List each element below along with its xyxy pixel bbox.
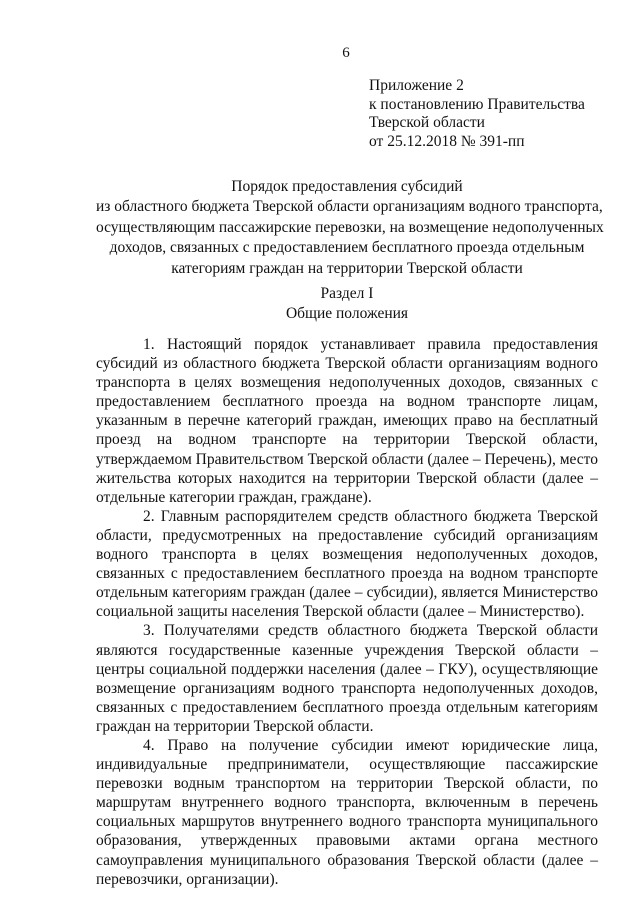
appendix-line: от 25.12.2018 № 391-пп xyxy=(369,132,525,150)
appendix-line: Приложение 2 xyxy=(369,77,464,94)
paragraph: 4. Право на получение субсидии имеют юридические лица, индивидуальные предприниматели, осуществляющие пассажирские перевозки водным транспортом на территории Тверской области, по маршрутам внутреннего водного транспорта, включенным в перечень социальных маршрутов внутреннего водного транспорта муниципального образования, утвержденных правовыми актами органа местного самоуправления муниципального образования Тверской области (далее – перевозчики, организации). xyxy=(96,736,598,888)
document-title xyxy=(96,177,604,279)
title-line: Порядок предоставления субсидий xyxy=(231,178,463,195)
appendix-line: к постановлению Правительства xyxy=(369,95,585,113)
section-heading xyxy=(96,284,598,324)
paragraph: 3. Получателями средств областного бюджета Тверской области являются государственные казенные учреждения Тверской области – центры социальной поддержки населения (далее – ГКУ), осуществляющие возмещение организациям водного транспорта недополученных доходов, связанных с предоставлением бесплатного проезда отдельным категориям граждан на территории Тверской области. xyxy=(96,622,598,735)
appendix-note xyxy=(369,77,619,151)
paragraph: 2. Главным распорядителем средств областного бюджета Тверской области, предусмотренных на предоставление субсидий организациям водного транспорта в целях возмещения недополученных доходов, связанных с предоставлением бесплатного проезда на водном транспорте отдельным категориям граждан (далее – субсидии), является Министерство социальной защиты населения Тверской области (далее – Министерство). xyxy=(96,507,598,621)
title-line: категориям граждан на территории Тверской области xyxy=(171,259,523,277)
page-number: 6 xyxy=(342,45,350,61)
paragraph: 1. Настоящий порядок устанавливает правила предоставления субсидий из областного бюджета Тверской области организациям водного транспорта в целях возмещения недополученных доходов, связанных с предоставлением бесплатного проезда на водном транспорте лицам, указанным в перечне категорий граждан, имеющих право на бесплатный проезд на водном транспорте на территории Тверской области, утверждаемом Правительством Тверской области (далее – Перечень), место жительства которых находится на территории Тверской области (далее – отдельные категории граждан, граждане). xyxy=(96,336,598,506)
title-line: осуществляющим пассажирские перевозки, на возмещение недополученных xyxy=(96,218,604,236)
body-text xyxy=(96,335,598,889)
section-number: Раздел I xyxy=(320,285,374,302)
appendix-line: Тверской области xyxy=(369,114,485,131)
title-line: из областного бюджета Тверской области организациям водного транспорта, xyxy=(96,198,603,216)
title-line: доходов, связанных с предоставлением бесплатного проезда отдельным xyxy=(109,239,585,257)
section-name: Общие положения xyxy=(285,305,409,322)
